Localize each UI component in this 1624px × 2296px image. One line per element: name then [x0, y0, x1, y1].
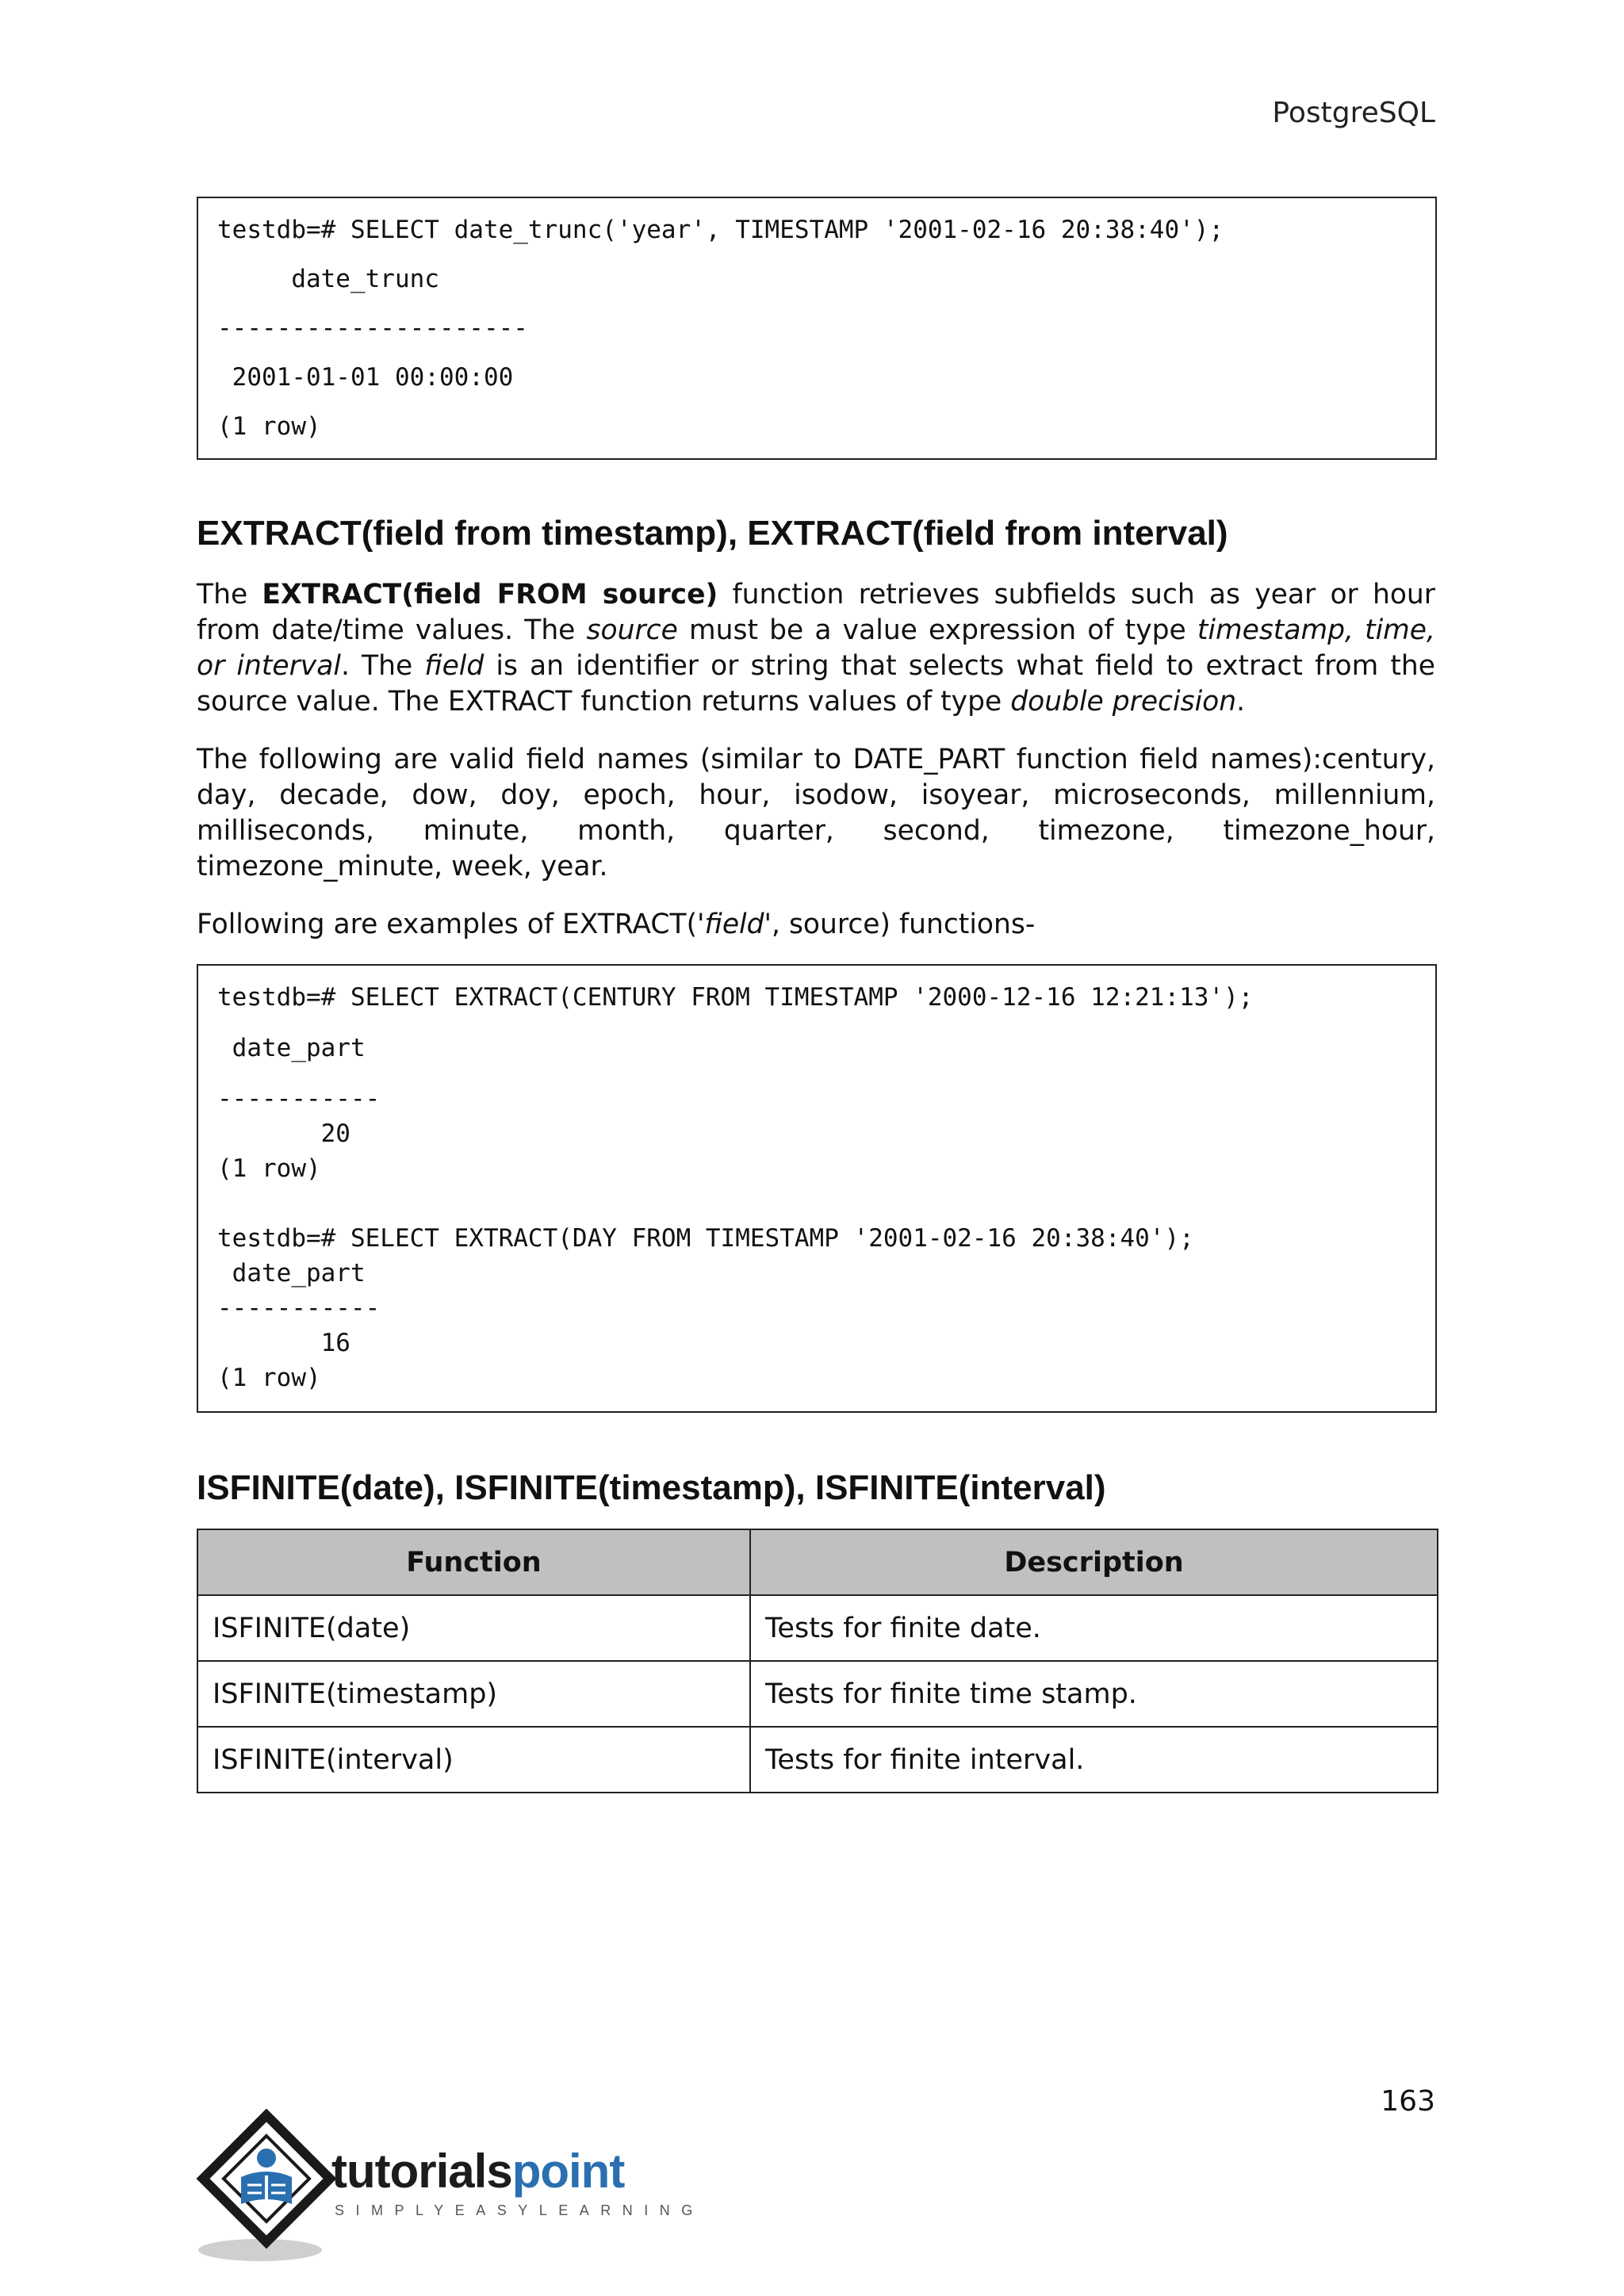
code-line: date_part [217, 1259, 366, 1288]
italic-term: double precision [1010, 686, 1237, 718]
table-row [197, 1727, 1438, 1793]
code-line: testdb=# SELECT date_trunc('year', TIMESTAMP '2001-02-16 20:38:40'); [217, 216, 1224, 244]
logo-tagline: SIMPLYEASYLEARNING [335, 2202, 704, 2218]
logo-word-point: point [511, 2145, 625, 2198]
table-row [197, 1661, 1438, 1727]
paragraph-extract-description [197, 577, 1435, 720]
code-line: --------------------- [217, 314, 528, 342]
code-line: ----------- [217, 1294, 381, 1322]
code-line: (1 row) [217, 412, 321, 441]
isfinite-table [197, 1529, 1438, 1793]
code-line: testdb=# SELECT EXTRACT(CENTURY FROM TIMESTAMP '2000-12-16 12:21:13'); [217, 983, 1254, 1012]
table-cell-function: ISFINITE(interval) [197, 1727, 750, 1793]
italic-term: field [424, 650, 485, 682]
code-line: (1 row) [217, 1364, 321, 1392]
logo-emblem-icon [195, 2109, 338, 2267]
table-cell-function: ISFINITE(date) [197, 1595, 750, 1661]
table-cell-description: Tests for finite interval. [750, 1727, 1438, 1793]
table-header-row [197, 1529, 1438, 1595]
section-heading-extract: EXTRACT(field from timestamp), EXTRACT(field from interval) [197, 514, 1228, 553]
text-run: , source) functions- [772, 909, 1036, 940]
tutorialspoint-logo [195, 2109, 704, 2267]
column-header-function: Function [197, 1529, 750, 1595]
logo-wordmark [331, 2144, 624, 2198]
text-run: function retrieves subfields such as year or hour from date/time values. The [197, 579, 1435, 646]
code-line: ----------- [217, 1085, 381, 1113]
code-line: 20 [217, 1119, 350, 1148]
code-block-extract [197, 964, 1437, 1413]
paragraph-examples-intro [197, 907, 1435, 943]
code-line: 16 [217, 1329, 350, 1357]
logo-word-tutorials: tutorials [331, 2145, 512, 2198]
table-row [197, 1595, 1438, 1661]
text-run: is an identifier or string that selects what field to extract from the source value. The EXTRACT function returns values of type [197, 650, 1435, 718]
code-line: 2001-01-01 00:00:00 [217, 363, 514, 392]
code-line: (1 row) [217, 1154, 321, 1183]
table-cell-description: Tests for finite date. [750, 1595, 1438, 1661]
italic-term: timestamp, time, or interval [197, 614, 1435, 682]
text-run: . [1236, 686, 1246, 718]
code-line: date_part [217, 1034, 366, 1062]
text-run: Following are examples of EXTRACT( [197, 909, 698, 940]
italic-term: source [586, 614, 678, 646]
table-cell-function: ISFINITE(timestamp) [197, 1661, 750, 1727]
paragraph-field-names: The following are valid field names (similar to DATE_PART function field names):century, day, decade, dow, doy, epoch, hour, isodow, isoyear, microseconds, millennium, milliseconds, minute, month, quarter, second, timezone, timezone_hour, timezone_minute, week, year. [197, 744, 1435, 882]
column-header-description: Description [750, 1529, 1438, 1595]
italic-term: 'field' [697, 909, 772, 940]
section-heading-isfinite: ISFINITE(date), ISFINITE(timestamp), ISFINITE(interval) [197, 1468, 1106, 1507]
code-block-date-trunc [197, 197, 1437, 460]
bold-term: EXTRACT(field FROM source) [262, 579, 718, 610]
text-run: must be a value expression of type [677, 614, 1197, 646]
running-header: PostgreSQL [1272, 97, 1435, 129]
page-number: 163 [1381, 2085, 1435, 2118]
text-run: The [197, 579, 262, 610]
table-cell-description: Tests for finite time stamp. [750, 1661, 1438, 1727]
text-run: . The [340, 650, 425, 682]
code-line: testdb=# SELECT EXTRACT(DAY FROM TIMESTAMP '2001-02-16 20:38:40'); [217, 1224, 1194, 1253]
code-line: date_trunc [217, 265, 439, 293]
